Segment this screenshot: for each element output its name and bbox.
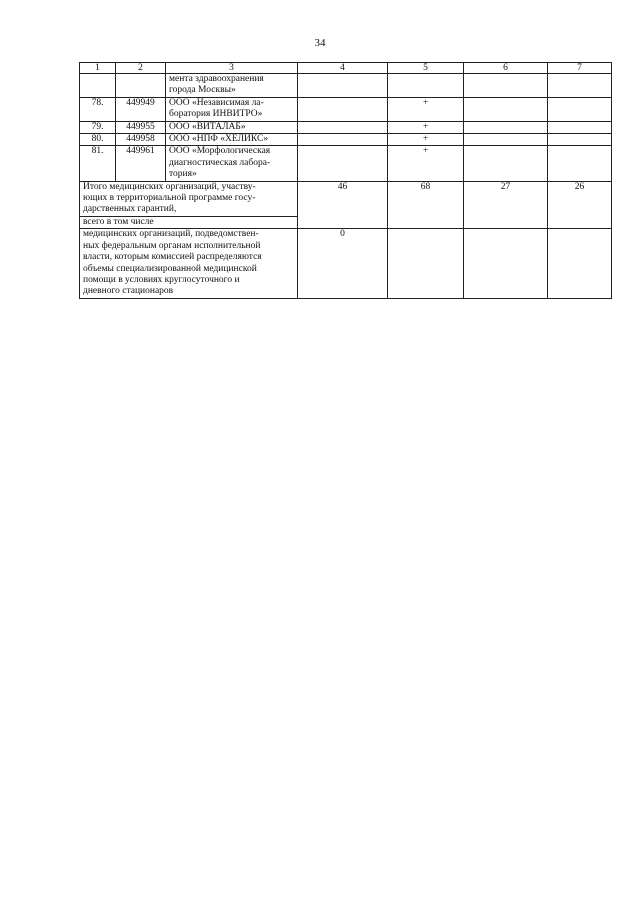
table-row (80, 121, 612, 133)
row-col5: + (388, 121, 464, 133)
row-name-line: тория» (169, 169, 197, 180)
row-col5: + (388, 134, 464, 146)
row-col6 (464, 97, 548, 121)
row-name-line: ООО «ВИТАЛАБ» (169, 121, 246, 132)
row-name-line: боратория ИНВИТРО» (169, 109, 263, 120)
column-header-3: 3 (166, 63, 298, 74)
row-name-line: мента здравоохранения (169, 74, 264, 84)
column-header-2: 2 (116, 63, 166, 74)
federal-label-line: власти, которым комиссией распределяются (83, 252, 262, 263)
federal-label-line: помощи в условиях круглосуточного и (83, 274, 240, 285)
row-code: 449949 (116, 97, 166, 121)
row-col7 (548, 121, 612, 133)
row-name-line: ООО «Морфологическая (169, 146, 271, 157)
total-label-line: Итого медицинских организаций, участву- (83, 181, 256, 192)
row-col7 (548, 74, 612, 98)
table-row (80, 74, 612, 98)
row-col4 (298, 134, 388, 146)
column-header-5: 5 (388, 63, 464, 74)
total-col5: 68 (388, 181, 464, 229)
total-col7: 26 (548, 181, 612, 229)
column-header-4: 4 (298, 63, 388, 74)
row-col4 (298, 74, 388, 98)
table-row (80, 97, 612, 121)
row-col4 (298, 97, 388, 121)
row-col7 (548, 134, 612, 146)
page-number: 34 (314, 37, 326, 49)
row-col5: + (388, 146, 464, 181)
row-col6 (464, 121, 548, 133)
row-name-line: ООО «Независимая ла- (169, 97, 264, 108)
table-row (80, 134, 612, 146)
row-number (80, 74, 116, 98)
federal-label (80, 229, 298, 298)
federal-label-line: ных федеральным органам исполнительной (83, 240, 261, 251)
row-number: 80. (80, 134, 116, 146)
row-name-line: ООО «НПФ «ХЕЛИКС» (169, 134, 269, 145)
row-number: 81. (80, 146, 116, 181)
row-name (166, 146, 298, 181)
table-row (80, 146, 612, 181)
total-label (80, 181, 298, 216)
row-name-line: диагностическая лабора- (169, 157, 271, 168)
total-row (80, 181, 612, 216)
federal-col4: 0 (298, 229, 388, 298)
row-name (166, 121, 298, 133)
total-label-line: дарственных гарантий, (83, 204, 177, 215)
row-name-line: города Москвы» (169, 85, 236, 96)
row-col6 (464, 134, 548, 146)
federal-col5 (388, 229, 464, 298)
row-col4 (298, 121, 388, 133)
federal-row (80, 229, 612, 298)
row-col5 (388, 74, 464, 98)
column-header-7: 7 (548, 63, 612, 74)
row-name (166, 134, 298, 146)
column-header-1: 1 (80, 63, 116, 74)
row-number: 78. (80, 97, 116, 121)
row-col6 (464, 74, 548, 98)
header-row (80, 63, 612, 74)
row-code: 449955 (116, 121, 166, 133)
row-name (166, 97, 298, 121)
column-header-6: 6 (464, 63, 548, 74)
federal-col6 (464, 229, 548, 298)
row-name (166, 74, 298, 98)
federal-label-line: дневного стационаров (83, 286, 174, 297)
total-col4: 46 (298, 181, 388, 229)
total-label-line: ющих в территориальной программе госу- (83, 193, 256, 204)
row-col4 (298, 146, 388, 181)
medical-organizations-table (79, 62, 612, 299)
subtotal-label: всего в том числе (80, 216, 298, 228)
row-code: 449958 (116, 134, 166, 146)
row-col6 (464, 146, 548, 181)
row-col5: + (388, 97, 464, 121)
row-code (116, 74, 166, 98)
row-code: 449961 (116, 146, 166, 181)
row-col7 (548, 97, 612, 121)
federal-label-line: медицинских организаций, подведомствен- (83, 229, 259, 240)
total-col6: 27 (464, 181, 548, 229)
federal-col7 (548, 229, 612, 298)
federal-label-line: объемы специализированной медицинской (83, 263, 257, 274)
row-number: 79. (80, 121, 116, 133)
row-col7 (548, 146, 612, 181)
